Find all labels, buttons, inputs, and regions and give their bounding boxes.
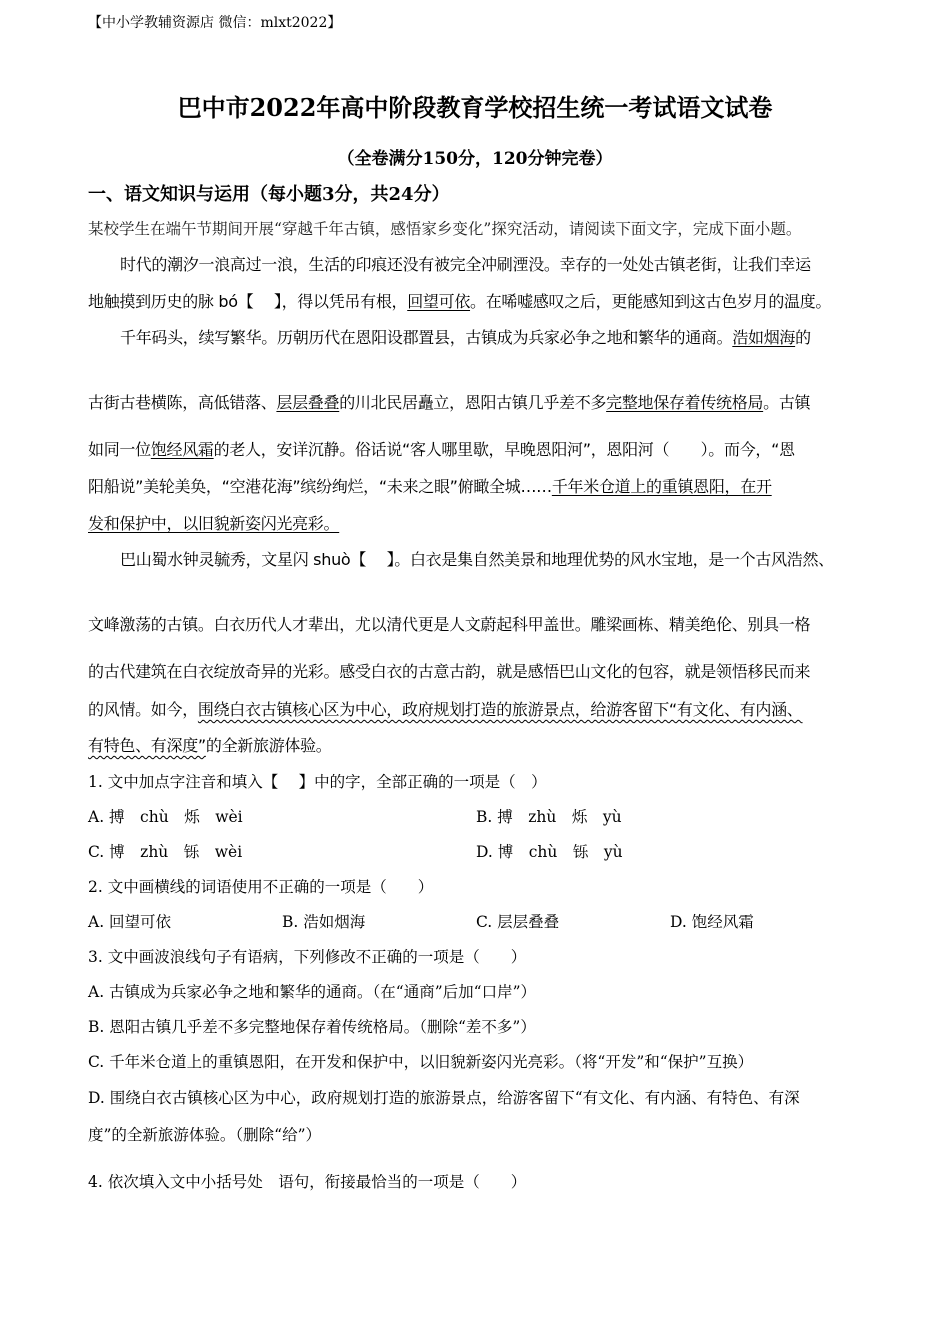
passage-text: 。在唏嘘感叹之后，更能感知到这古色岁月的温度。 [470,292,832,311]
question-3-stem: 3. 文中画波浪线句子有语病，下列修改不正确的一项是（ ） [88,948,527,966]
wavy-sentence: 围绕白衣古镇核心区为中心，政府规划打造的旅游景点，给游客留下“有文化、有内涵、 [197,700,803,719]
q3-option-b[interactable]: B. 恩阳古镇几乎差不多完整地保存着传统格局。（删除“差不多”） [88,1018,536,1036]
q2-option-b[interactable]: B. 浩如烟海 [282,913,366,931]
passage-text: 的全新旅游体验。 [205,736,332,755]
wavy-phrase: 完整地保存着传统格局 [606,393,764,412]
passage-line [88,289,831,312]
header-note: 【中小学教辅资源店 微信：mlxt2022】 [88,15,342,31]
passage-line [88,697,803,720]
question-1-stem: 1. 文中加点字注音和填入【 】中的字，全部正确的一项是（ ） [88,773,547,791]
q1-option-b[interactable]: B. 搏 zhù 烁 yù [476,808,622,826]
q2-option-d[interactable]: D. 饱经风霜 [670,913,754,931]
q2-option-c[interactable]: C. 层层叠叠 [476,913,560,931]
underlined-sentence: 发和保护中，以旧貌新姿闪光亮彩。 [88,514,340,533]
passage-line [88,390,810,413]
passage-text: 千年码头，续写繁华。历朝历代在恩阳设郡置县，古镇成为兵家必争之地和繁华的通商 [120,328,717,347]
q1-option-c[interactable]: C. 博 zhù 铄 wèi [88,843,243,861]
passage-text: 地触摸到历史的脉 bó【 】，得以凭吊有根， [88,292,408,311]
underlined-phrase: 回望可依 [407,292,471,311]
passage-line: 文峰激荡的古镇。白衣历代人才辈出，尤以清代更是人文蔚起科甲盖世。雕梁画栋、精美绝伦、别具一格 [88,615,811,634]
passage-line: 巴山蜀水钟灵毓秀，文星闪 shuò【 】。白衣是集自然美景和地理优势的风水宝地，是一个古风浩然、 [120,550,834,569]
q1-option-a[interactable]: A. 搏 chù 烁 wèi [88,808,243,826]
page-title: 巴中市2022年高中阶段教育学校招生统一考试语文试卷 [177,93,773,122]
underlined-phrase: 层层叠叠 [276,393,340,412]
q2-option-a[interactable]: A. 回望可依 [88,913,172,931]
passage-text: 。 [716,328,733,347]
passage-text: 的老人，安详沉静。俗话说“客人哪里歇，早晚恩阳河”，恩阳河（ ）。而今，“恩 [213,440,795,459]
passage-line [88,733,332,756]
section-heading: 一、语文知识与运用（每小题3分，共24分） [88,184,450,205]
passage-text: 阳船说”美轮美奂，“空港花海”缤纷绚烂，“未来之眼”俯瞰全城…… [88,477,552,496]
passage-text: 古街古巷横陈，高低错落、 [88,393,277,412]
passage-line [120,325,811,348]
passage-line [88,474,772,497]
passage-line [88,511,339,534]
underlined-sentence: 千年米仓道上的重镇恩阳，在开 [551,477,772,496]
q1-option-d[interactable]: D. 博 chù 铄 yù [476,843,623,861]
underlined-phrase: 饱经风霜 [150,440,214,459]
question-2-stem: 2. 文中画横线的词语使用不正确的一项是（ ） [88,878,434,896]
q3-option-d[interactable]: D. 围绕白衣古镇核心区为中心，政府规划打造的旅游景点，给游客留下“有文化、有内涵、有特色、有深 [88,1089,800,1107]
passage-text: 如同一位 [88,440,151,459]
wavy-sentence: 有特色、有深度” [88,736,206,755]
passage-text: 。古镇 [763,393,811,412]
q3-option-a[interactable]: A. 古镇成为兵家必争之地和繁华的通商。（在“通商”后加“口岸”） [88,983,536,1001]
page-subtitle: （全卷满分150分，120分钟完卷） [337,149,613,169]
passage-text: 的风情。如今， [88,700,198,719]
q3-option-d-continued: 度”的全新旅游体验。（删除“给”） [88,1126,322,1144]
underlined-phrase: 浩如烟海 [732,328,796,347]
passage-text: 的 [795,328,811,347]
passage-line: 时代的潮汐一浪高过一浪，生活的印痕还没有被完全冲刷湮没。幸存的一处处古镇老街，让我们幸运 [120,255,811,274]
passage-line: 的古代建筑在白衣绽放奇异的光彩。感受白衣的古意古韵，就是感悟巴山文化的包容，就是领悟移民而来 [88,662,811,681]
passage-text: 的川北民居矗立，恩阳古镇几乎差不多 [339,393,607,412]
question-4-stem: 4. 依次填入文中小括号处 语句，衔接最恰当的一项是（ ） [88,1173,527,1191]
q3-option-c[interactable]: C. 千年米仓道上的重镇恩阳，在开发和保护中，以旧貌新姿闪光亮彩。（将“开发”和“保护”互换） [88,1053,754,1071]
passage-line [88,437,795,460]
passage-intro: 某校学生在端午节期间开展“穿越千年古镇，感悟家乡变化”探究活动，请阅读下面文字，完成下面小题。 [88,220,802,238]
